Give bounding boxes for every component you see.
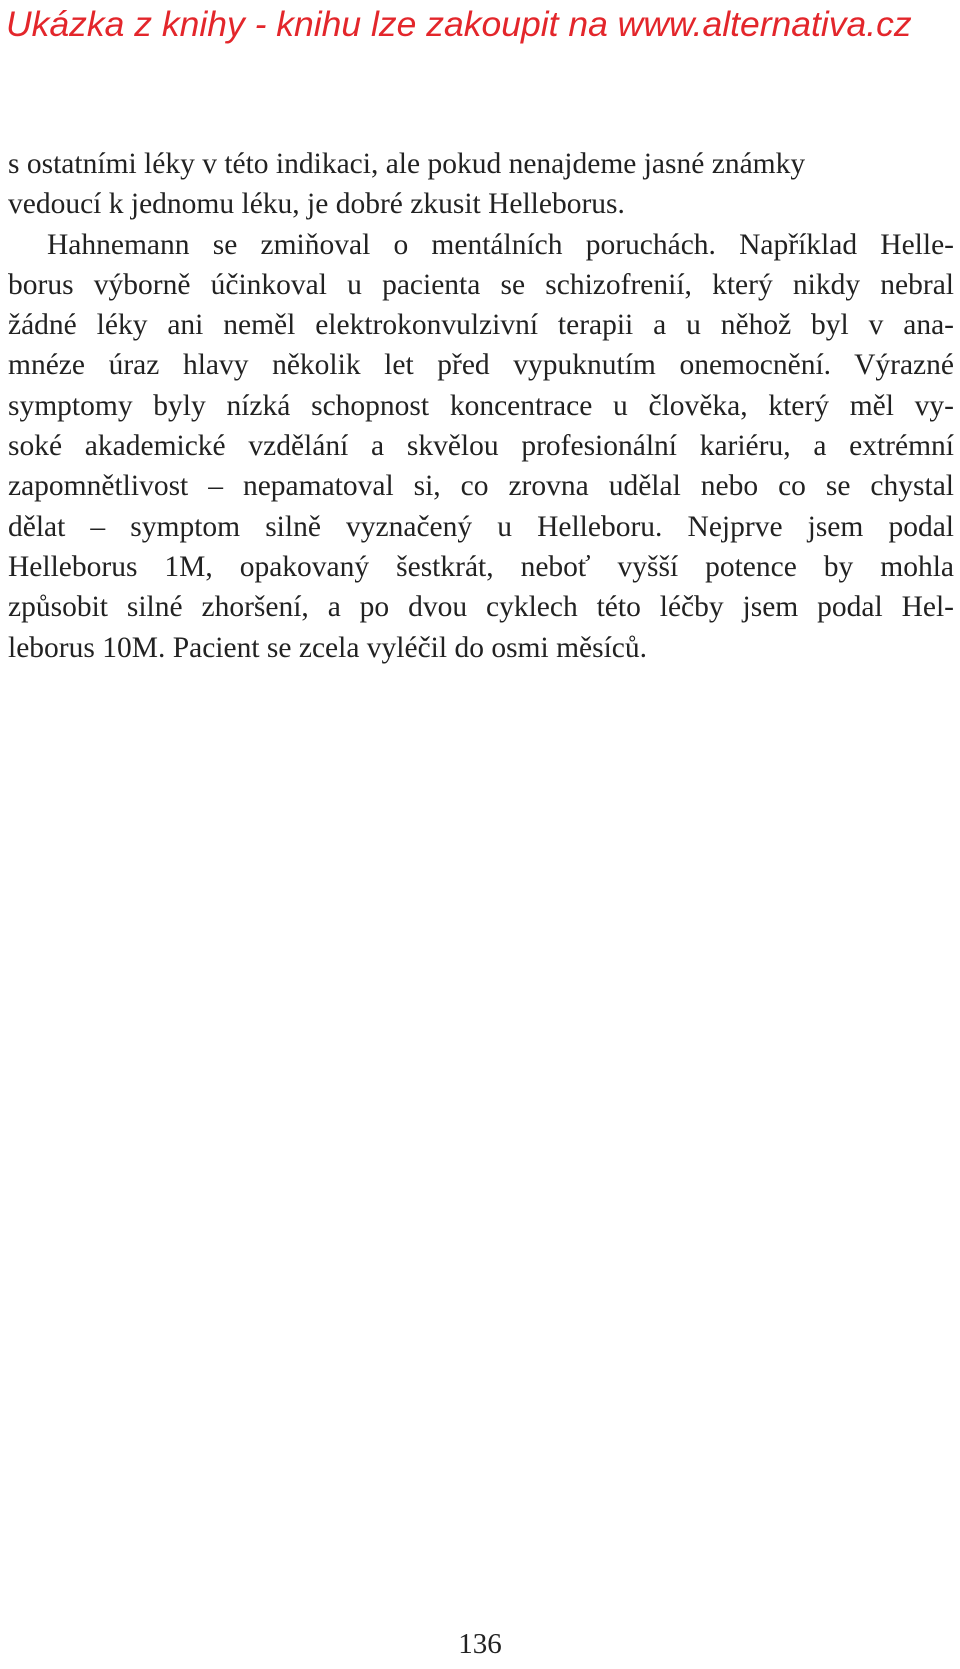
- text-line: Hahnemann se zmiňoval o mentálních poruchách. Například Helle-: [47, 228, 954, 261]
- text-line: dělat – symptom silně vyznačený u Helleboru. Nejprve jsem podal: [8, 510, 954, 543]
- text-line: s ostatními léky v této indikaci, ale pokud nenajdeme jasné známky: [8, 148, 806, 180]
- text-line: vedoucí k jednomu léku, je dobré zkusit Helleborus.: [8, 188, 625, 221]
- page-number: 136: [458, 1628, 502, 1660]
- text-line: zapomnětlivost – nepamatoval si, co zrovna udělal nebo co se chystal: [8, 470, 954, 503]
- text-line: způsobit silné zhoršení, a po dvou cyklech této léčby jsem podal Hel-: [8, 591, 954, 624]
- text-line: soké akademické vzdělání a skvělou profesionální kariéru, a extrémní: [8, 430, 954, 463]
- text-line: mnéze úraz hlavy několik let před vypuknutím onemocnění. Výrazné: [8, 349, 954, 382]
- text-line: borus výborně účinkoval u pacienta se schizofrenií, který nikdy nebral: [8, 268, 954, 301]
- watermark-link[interactable]: Ukázka z knihy - knihu lze zakoupit na www.alternativa.cz: [6, 4, 912, 44]
- text-line: symptomy byly nízká schopnost koncentrace u člověka, který měl vy-: [8, 389, 954, 422]
- text-line: žádné léky ani neměl elektrokonvulzivní terapii a u něhož byl v ana-: [8, 309, 954, 342]
- text-line: Helleborus 1M, opakovaný šestkrát, neboť vyšší potence by mohla: [8, 550, 954, 583]
- text-line: leborus 10M. Pacient se zcela vyléčil do osmi měsíců.: [8, 631, 648, 664]
- body-text: [8, 144, 954, 668]
